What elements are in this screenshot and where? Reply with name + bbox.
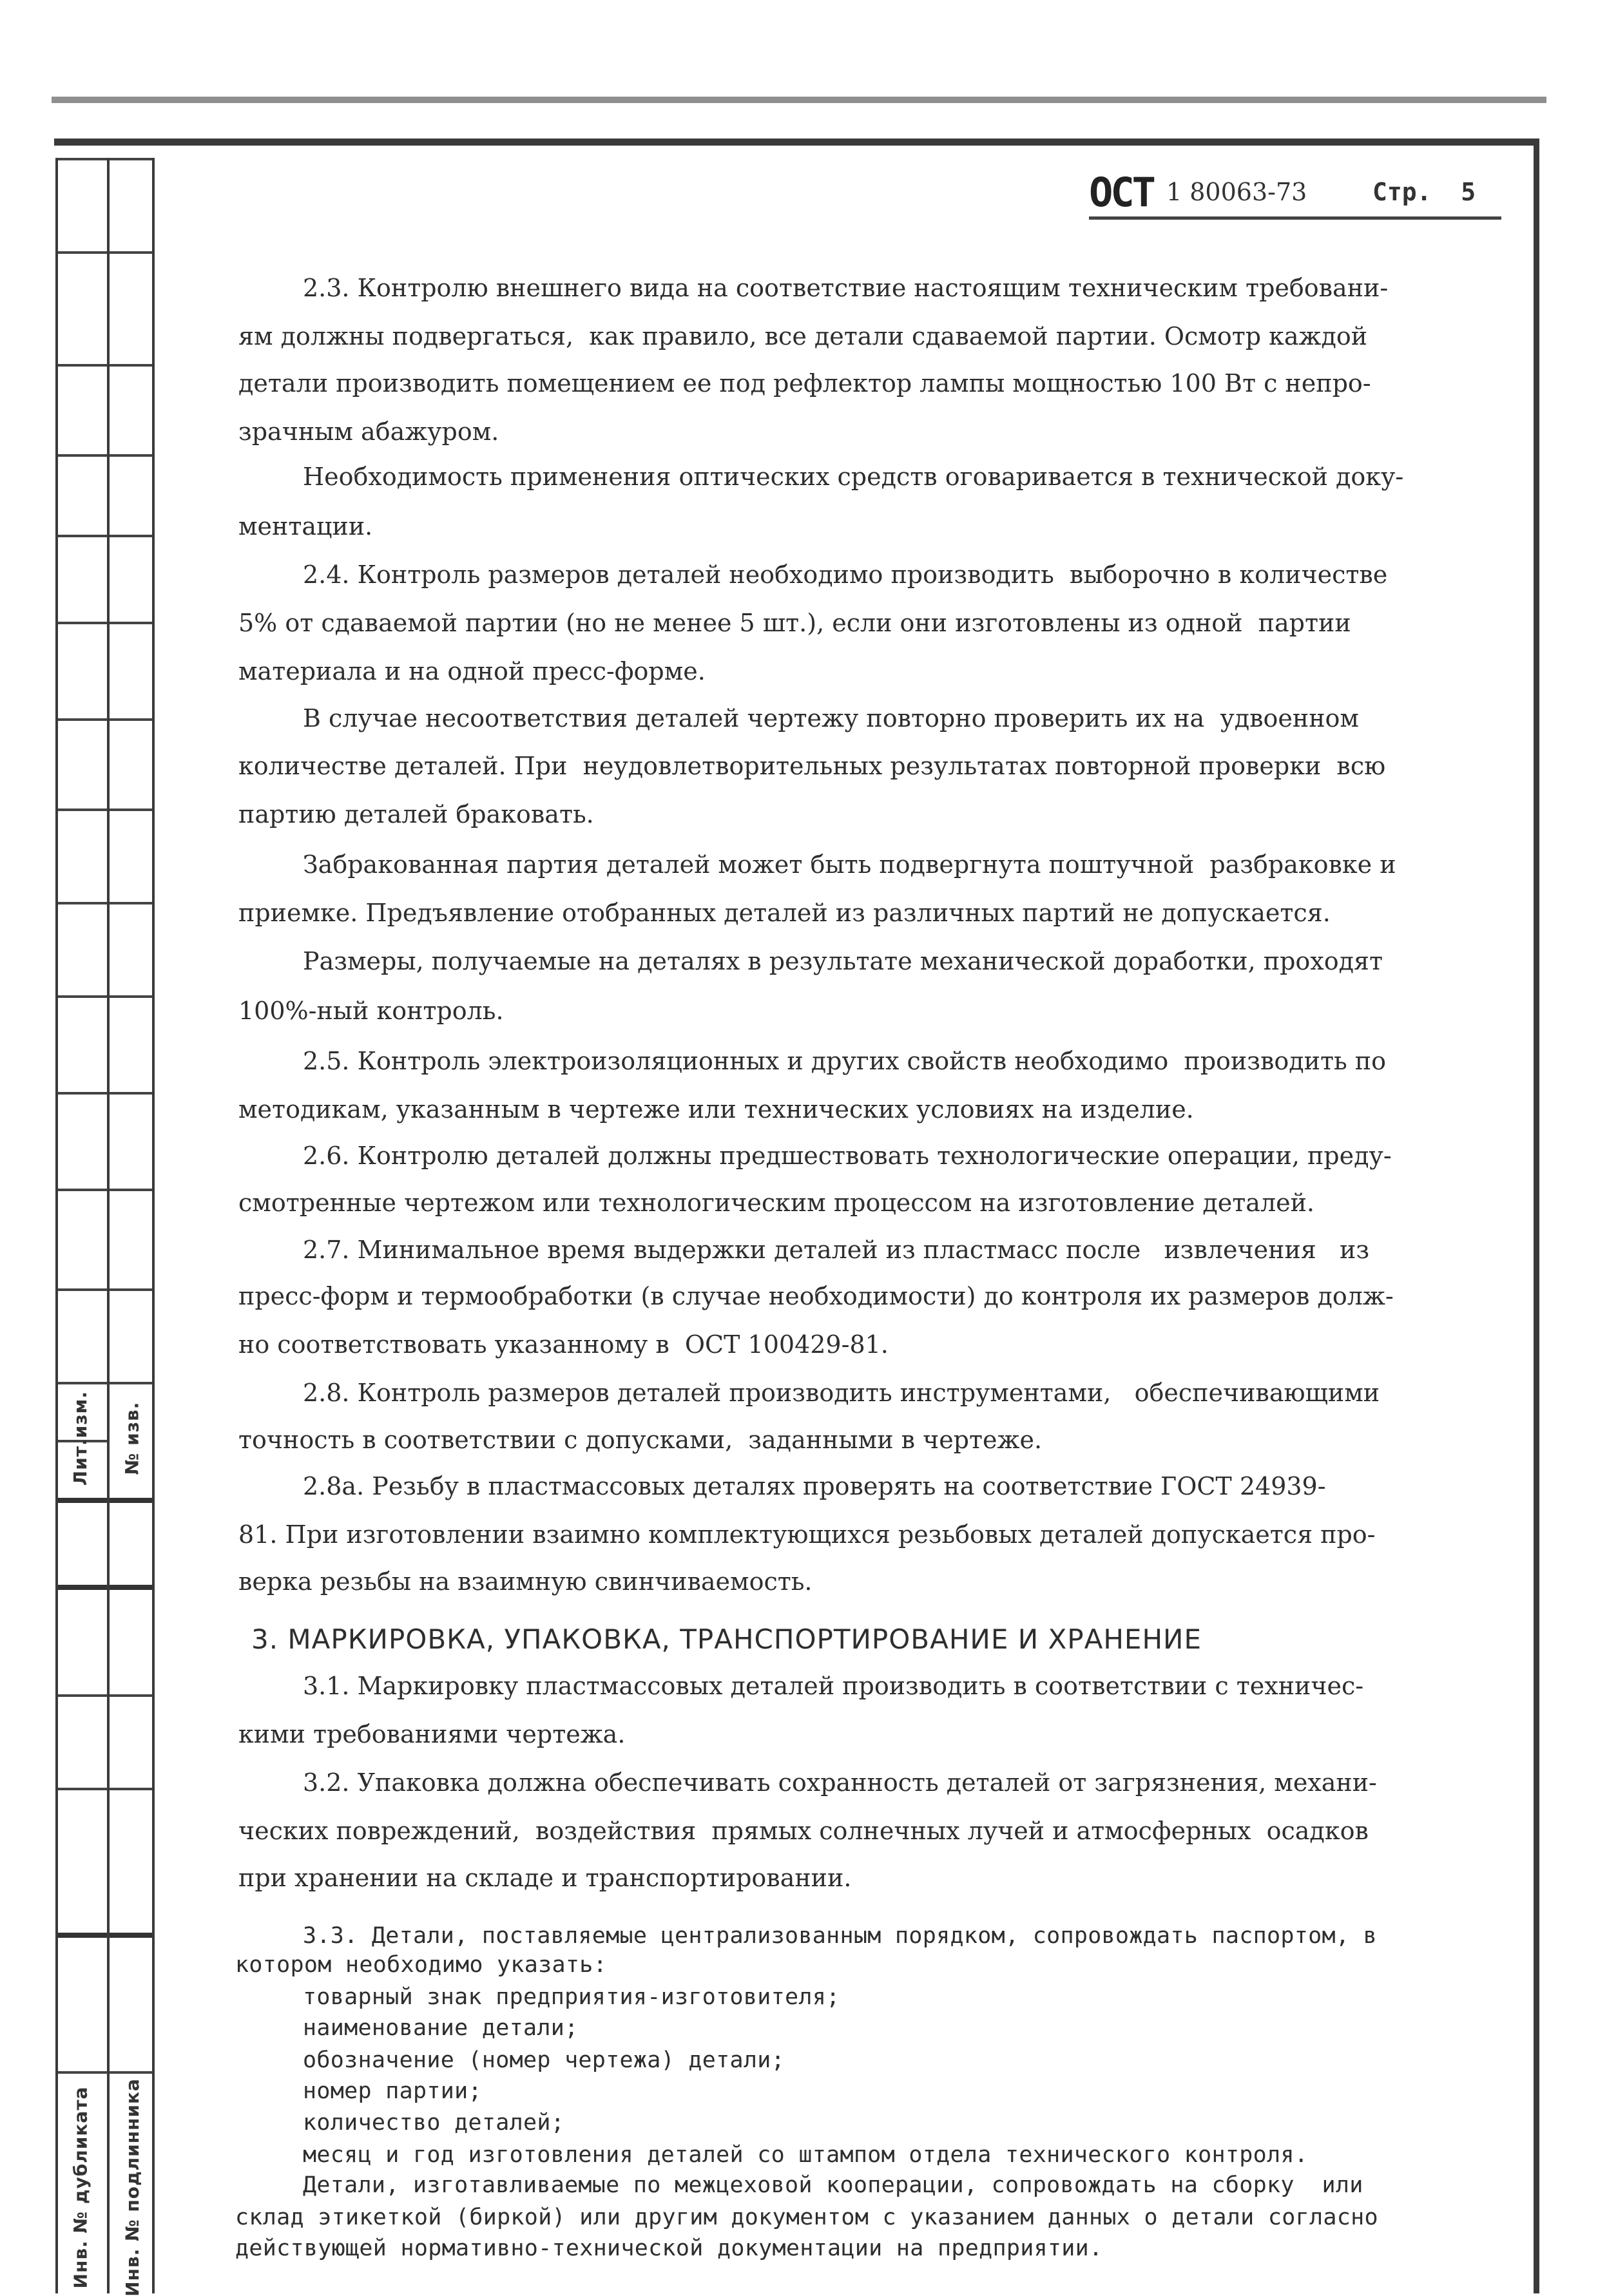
inv-podl-label: Инв. № подлинника bbox=[121, 2078, 143, 2296]
margin-rule bbox=[110, 1933, 152, 1938]
text-line: 5% от сдаваемой партии (но не менее 5 шт.), если они изготовлены из одной партии bbox=[238, 609, 1351, 637]
margin-rule bbox=[58, 1092, 107, 1095]
list-item: месяц и год изготовления деталей со штампом отдела технического контроля. bbox=[303, 2142, 1309, 2168]
margin-rule bbox=[58, 622, 107, 624]
page-number: 5 bbox=[1461, 178, 1476, 206]
margin-rule bbox=[58, 1585, 107, 1590]
margin-rule bbox=[110, 718, 152, 721]
section-heading: 3. МАРКИРОВКА, УПАКОВКА, ТРАНСПОРТИРОВАНИЕ И ХРАНЕНИЕ bbox=[251, 1623, 1202, 1655]
text-line: В случае несоответствия деталей чертежу повторно проверить их на удвоенном bbox=[303, 704, 1359, 732]
margin-rule bbox=[110, 622, 152, 624]
text-line: 2.6. Контролю деталей должны предшествовать технологические операции, преду- bbox=[303, 1142, 1392, 1170]
margin-rule bbox=[58, 2071, 107, 2074]
margin-rule bbox=[58, 1288, 107, 1291]
text-line: 2.8а. Резьбу в пластмассовых деталях проверять на соответствие ГОСТ 24939- bbox=[303, 1472, 1326, 1500]
margin-rule bbox=[110, 1092, 152, 1095]
margin-rule bbox=[58, 454, 107, 457]
text-line: методикам, указанным в чертеже или технических условиях на изделие. bbox=[238, 1095, 1194, 1124]
margin-rule bbox=[58, 158, 107, 160]
margin-rule bbox=[110, 1189, 152, 1191]
text-line: при хранении на складе и транспортировании. bbox=[238, 1864, 852, 1892]
margin-rule bbox=[58, 902, 107, 904]
text-line: детали производить помещением ее под рефлектор лампы мощностью 100 Вт с непро- bbox=[238, 369, 1371, 397]
text-line: верка резьбы на взаимную свинчиваемость. bbox=[238, 1567, 813, 1596]
margin-rule bbox=[58, 1189, 107, 1191]
text-line: 81. При изготовлении взаимно комплектующихся резьбовых деталей допускается про- bbox=[238, 1520, 1376, 1549]
list-item: наименование детали; bbox=[303, 2015, 579, 2041]
margin-rule bbox=[110, 1788, 152, 1790]
margin-rule bbox=[58, 364, 107, 367]
margin-rule bbox=[110, 902, 152, 904]
text-line: приемке. Предъявление отобранных деталей из различных партий не допускается. bbox=[238, 899, 1331, 927]
text-line: количестве деталей. При неудовлетворительных результатах повторной проверки всю bbox=[238, 752, 1386, 780]
text-line: ям должны подвергаться, как правило, все детали сдаваемой партии. Осмотр каждой bbox=[238, 322, 1368, 350]
inv-dubl-label: Инв. № дубликата bbox=[70, 2086, 91, 2288]
margin-rule bbox=[58, 1933, 107, 1938]
text-line: Детали, изготавливаемые по межцеховой кооперации, сопровождать на сборку или bbox=[303, 2172, 1363, 2198]
doc-type: ОСТ bbox=[1089, 169, 1153, 216]
margin-rule bbox=[110, 364, 152, 367]
margin-rule bbox=[110, 808, 152, 811]
margin-rule bbox=[110, 1288, 152, 1291]
text-line: зрачным абажуром. bbox=[238, 417, 499, 446]
text-line: 2.7. Минимальное время выдержки деталей из пластмасс после извлечения из bbox=[303, 1236, 1370, 1264]
text-line: 3.1. Маркировку пластмассовых деталей производить в соответствии с техничес- bbox=[303, 1672, 1364, 1700]
text-line: Размеры, получаемые на деталях в результате механической доработки, проходят bbox=[303, 947, 1383, 975]
text-line: но соответствовать указанному в ОСТ 100429-81. bbox=[238, 1330, 889, 1359]
text-line: 2.8. Контроль размеров деталей производить инструментами, обеспечивающими bbox=[303, 1379, 1380, 1407]
doc-number: 1 80063-73 bbox=[1166, 178, 1307, 206]
text-line: ческих повреждений, воздействия прямых солнечных лучей и атмосферных осадков bbox=[238, 1817, 1369, 1845]
page-label: Стр. bbox=[1372, 178, 1432, 206]
margin-rule bbox=[58, 535, 107, 537]
text-line: действующей нормативно-технической документации на предприятии. bbox=[235, 2235, 1103, 2261]
text-line: партию деталей браковать. bbox=[238, 800, 594, 828]
margin-rule bbox=[58, 808, 107, 811]
page-indicator bbox=[1372, 178, 1476, 206]
text-line: Необходимость применения оптических средств оговаривается в технической доку- bbox=[303, 463, 1404, 491]
text-line: 2.5. Контроль электроизоляционных и других свойств необходимо производить по bbox=[303, 1047, 1386, 1075]
list-item: количество деталей; bbox=[303, 2110, 565, 2136]
margin-rule bbox=[110, 158, 152, 160]
no-izv-label: № изв. bbox=[121, 1401, 143, 1475]
text-line: 2.4. Контроль размеров деталей необходимо производить выборочно в количестве bbox=[303, 560, 1388, 589]
text-line: 2.3. Контролю внешнего вида на соответствие настоящим техническим требовани- bbox=[303, 274, 1389, 302]
margin-rule bbox=[58, 718, 107, 721]
margin-rule bbox=[58, 1694, 107, 1697]
list-item: обозначение (номер чертежа) детали; bbox=[303, 2047, 785, 2073]
text-line: ментации. bbox=[238, 512, 373, 541]
margin-rule bbox=[110, 1585, 152, 1590]
margin-rule bbox=[110, 535, 152, 537]
margin-rule bbox=[58, 251, 107, 254]
margin-rule bbox=[110, 1694, 152, 1697]
list-item: товарный знак предприятия-изготовителя; bbox=[303, 1984, 840, 2010]
margin-column-inner bbox=[107, 158, 155, 2296]
text-line: 3.2. Упаковка должна обеспечивать сохранность деталей от загрязнения, механи- bbox=[303, 1768, 1377, 1797]
margin-rule bbox=[58, 1498, 107, 1503]
page-header bbox=[1089, 169, 1501, 220]
margin-column-outer bbox=[55, 158, 110, 2293]
margin-rule bbox=[58, 995, 107, 998]
text-line: котором необходимо указать: bbox=[235, 1952, 608, 1978]
text-line: смотренные чертежом или технологическим процессом на изготовление деталей. bbox=[238, 1189, 1314, 1217]
margin-rule bbox=[110, 995, 152, 998]
sheet-top-edge bbox=[52, 97, 1546, 103]
text-line: 3.3. Детали, поставляемые централизованным порядком, сопровождать паспортом, в bbox=[303, 1923, 1377, 1949]
margin-rule bbox=[110, 454, 152, 457]
margin-rule bbox=[110, 251, 152, 254]
text-line: пресс-форм и термообработки (в случае необходимости) до контроля их размеров долж- bbox=[238, 1282, 1394, 1310]
text-line: точность в соответствии с допусками, заданными в чертеже. bbox=[238, 1426, 1043, 1454]
lit-izm-label: Лит.изм. bbox=[70, 1390, 91, 1486]
list-item: номер партии; bbox=[303, 2078, 482, 2104]
header-underline bbox=[1089, 216, 1501, 220]
text-line: материала и на одной пресс-форме. bbox=[238, 657, 706, 685]
margin-rule bbox=[58, 1788, 107, 1790]
text-line: Забракованная партия деталей может быть подвергнута поштучной разбраковке и bbox=[303, 850, 1396, 879]
text-line: 100%-ный контроль. bbox=[238, 997, 504, 1025]
margin-rule bbox=[110, 2071, 152, 2074]
text-line: кими требованиями чертежа. bbox=[238, 1720, 626, 1748]
margin-rule bbox=[110, 1498, 152, 1503]
text-line: склад этикеткой (биркой) или другим документом с указанием данных о детали согласно bbox=[235, 2205, 1378, 2230]
